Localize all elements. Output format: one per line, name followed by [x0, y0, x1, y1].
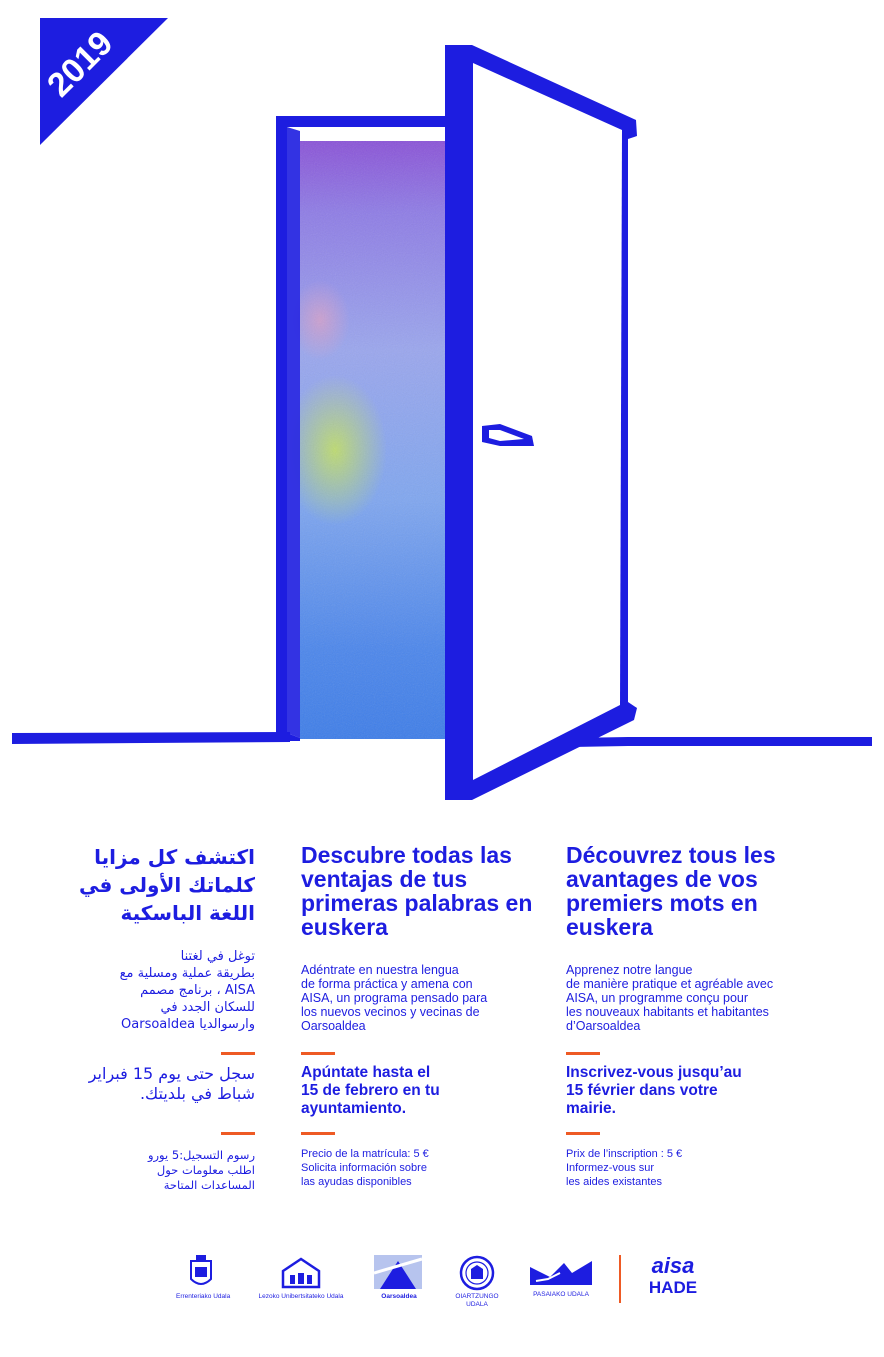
pasaia-logo-text: PASAIAKO UDALA [533, 1291, 589, 1298]
french-rule-1 [566, 1052, 600, 1055]
spanish-rule-1 [301, 1052, 335, 1055]
oiartzun-seal-icon [459, 1255, 495, 1291]
logo-divider [619, 1255, 621, 1303]
spanish-column [301, 843, 551, 939]
spanish-body-wrap [301, 963, 551, 1033]
french-info: Prix de l’inscription : 5 € Informez-vous sur les aides existantes [566, 1148, 683, 1188]
french-rule-2 [566, 1132, 600, 1135]
arabic-title: اكتشف كل مزايا كلماتك الأولى في اللغة الباسكية [78, 845, 255, 925]
spanish-title: Descubre todas las ventajas de tus primeras palabras en euskera [301, 842, 533, 940]
oarsoaldea-logo-text: Oarsoaldea [381, 1293, 417, 1300]
french-info-wrap [566, 1147, 816, 1189]
arabic-rule-2 [221, 1132, 255, 1135]
french-title: Découvrez tous les avantages de vos premiers mots en euskera [566, 842, 776, 940]
french-cta-wrap [566, 1064, 816, 1118]
hade-logo-text: HADE [648, 1278, 698, 1297]
arabic-cta-wrap [60, 1064, 255, 1104]
arabic-column [60, 843, 255, 927]
pasaia-mountains-icon [530, 1259, 592, 1289]
year-badge [40, 18, 168, 145]
oarsoaldea-mark-icon [374, 1253, 426, 1293]
aisa-logo-text: aisa [651, 1253, 695, 1278]
oiartzun-logo-text-1: OIARTZUNGO [455, 1293, 499, 1300]
arabic-info-wrap [60, 1148, 255, 1193]
arabic-rule-1 [221, 1052, 255, 1055]
french-cta: Inscrivez-vous jusqu’au 15 février dans votre mairie. [566, 1064, 742, 1117]
year-badge-text: 2019 [40, 24, 121, 105]
spanish-cta: Apúntate hasta el 15 de febrero en tu ayuntamiento. [301, 1064, 440, 1117]
arabic-info: رسوم التسجيل:5 يورو اطلب معلومات حول المساعدات المتاحة [147, 1148, 255, 1192]
french-body: Apprenez notre langue de manière pratique et agréable avec AISA, un programme conçu pour les nouveaux habitants et habitantes d’Oarsoaldea [566, 963, 774, 1033]
arabic-body: توغل في لغتنا بطريقة عملية ومسلية مع AISA ، برنامج مصمم للسكان الجدد في وارسوالديا Oarsoaldea [119, 949, 255, 1032]
arabic-cta: سجل حتى يوم 15 فبراير شباط في بلديتك. [88, 1064, 255, 1103]
spanish-cta-wrap [301, 1064, 551, 1118]
arabic-body-wrap [60, 948, 255, 1033]
errenteria-crest-icon [187, 1255, 215, 1291]
errenteria-logo-text: Errenteriako Udala [176, 1293, 231, 1300]
oiartzun-logo-text-2: UDALA [466, 1301, 488, 1308]
spanish-info-wrap [301, 1147, 551, 1189]
spanish-rule-2 [301, 1132, 335, 1135]
french-body-wrap [566, 963, 816, 1033]
lezo-logo-text: Lezoko Unibertsitateko Udala [258, 1293, 344, 1300]
spanish-body: Adéntrate en nuestra lengua de forma práctica y amena con AISA, un programa pensado para los nuevos vecinos y vecinas de Oarsoaldea [301, 963, 488, 1033]
lezo-building-icon [280, 1255, 322, 1289]
logo-footer [0, 1245, 884, 1315]
spanish-info: Precio de la matrícula: 5 € Solicita información sobre las ayudas disponibles [301, 1148, 429, 1188]
french-column [566, 843, 816, 939]
